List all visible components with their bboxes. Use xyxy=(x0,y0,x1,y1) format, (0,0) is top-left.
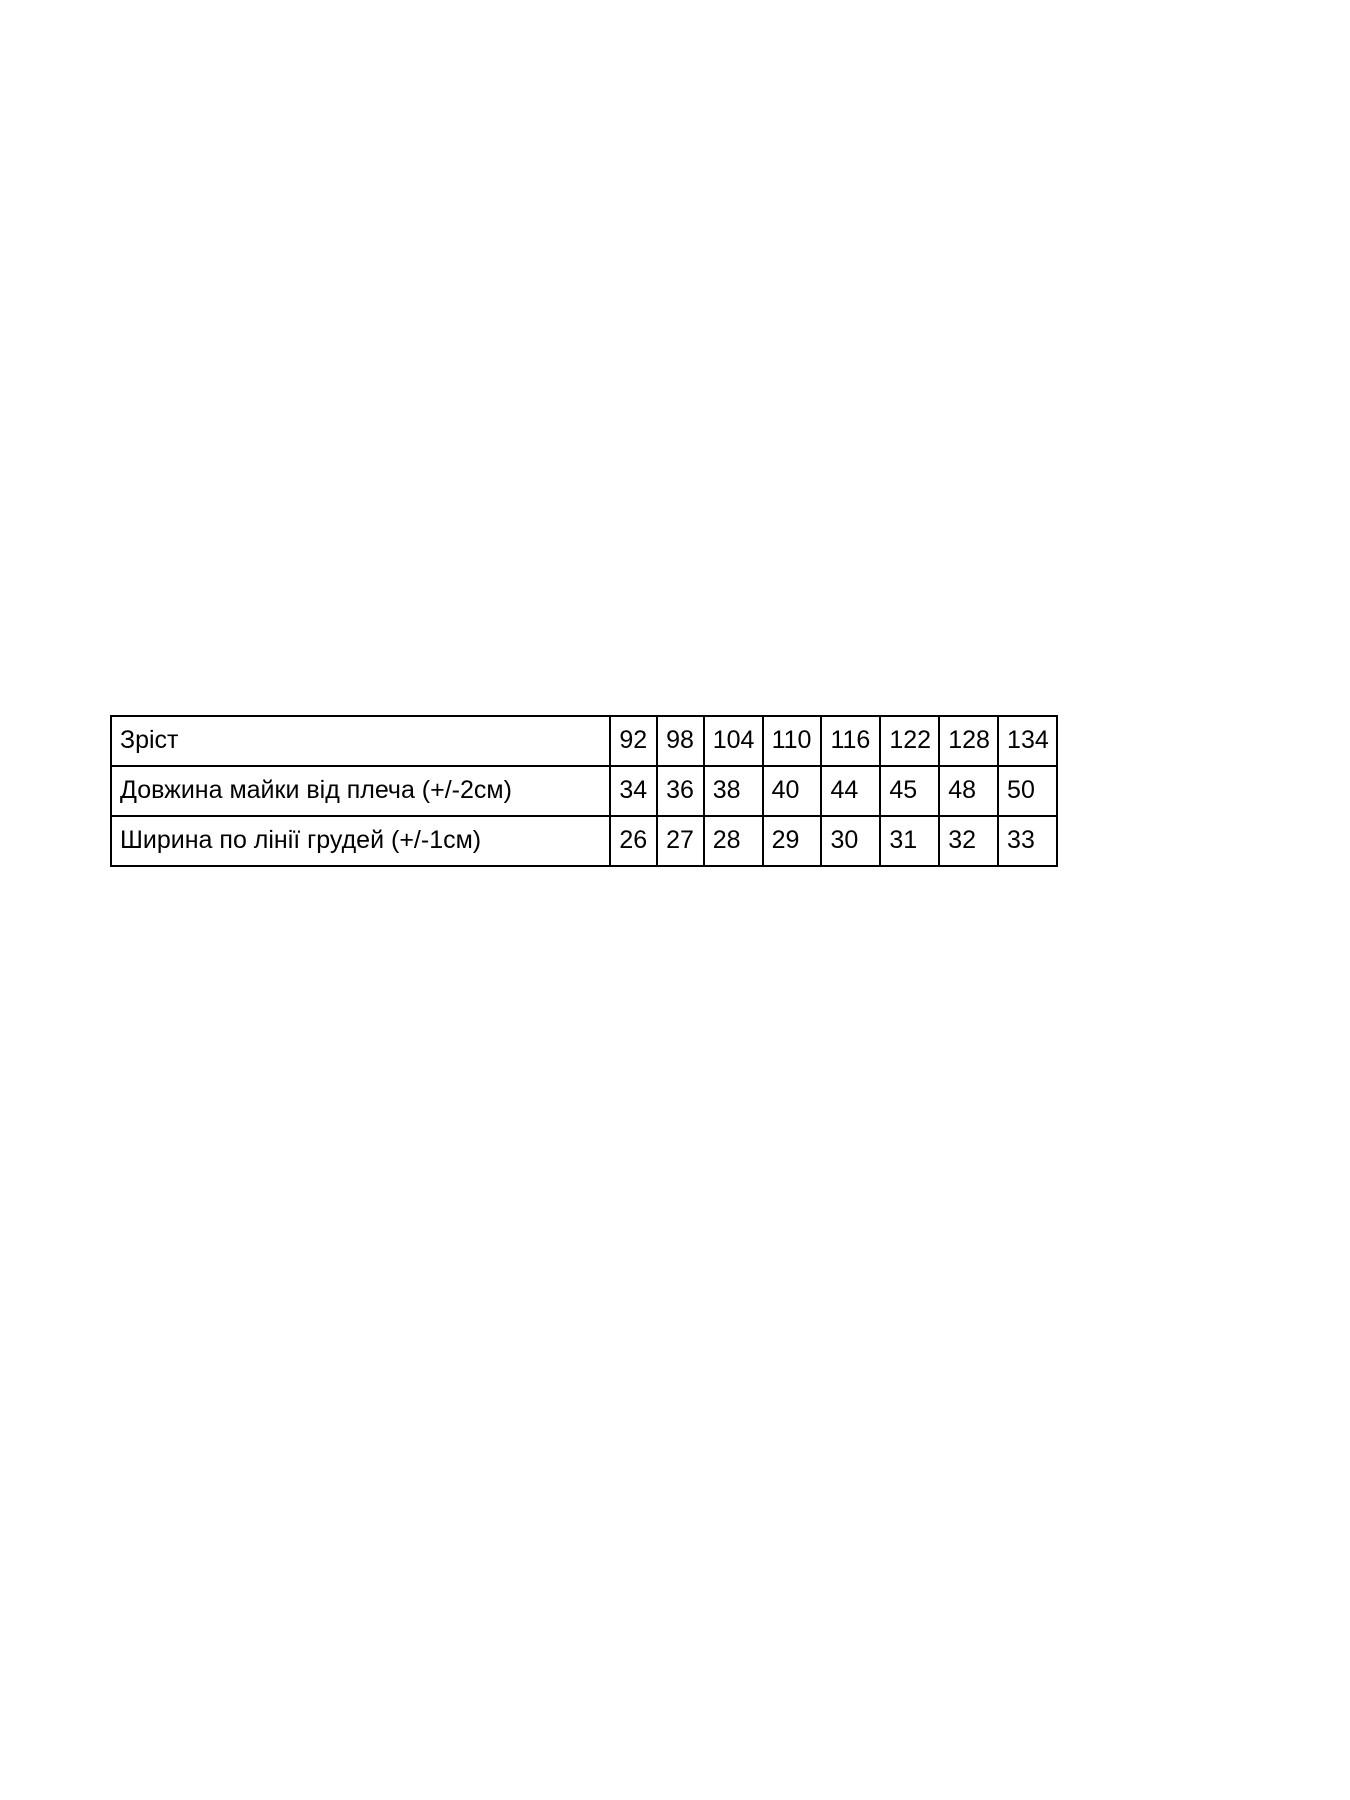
table-cell: 40 xyxy=(763,766,822,816)
table-cell: 45 xyxy=(880,766,939,816)
size-chart-table xyxy=(110,715,1058,867)
table-cell: 29 xyxy=(763,816,822,866)
table-cell: 116 xyxy=(821,716,880,766)
table-cell: 27 xyxy=(657,816,704,866)
row-label: Довжина майки від плеча (+/-2см) xyxy=(111,766,610,816)
table-cell: 28 xyxy=(704,816,763,866)
table-cell: 33 xyxy=(998,816,1057,866)
table-cell: 44 xyxy=(821,766,880,816)
row-label: Ширина по лінії грудей (+/-1см) xyxy=(111,816,610,866)
table-cell: 48 xyxy=(939,766,998,816)
table-cell: 26 xyxy=(610,816,657,866)
table-cell: 128 xyxy=(939,716,998,766)
table-cell: 98 xyxy=(657,716,704,766)
table-cell: 134 xyxy=(998,716,1057,766)
size-chart-container xyxy=(110,715,1058,867)
table-row xyxy=(111,716,1057,766)
table-cell: 110 xyxy=(763,716,822,766)
table-cell: 34 xyxy=(610,766,657,816)
table-row xyxy=(111,766,1057,816)
table-cell: 31 xyxy=(880,816,939,866)
table-cell: 30 xyxy=(821,816,880,866)
table-cell: 50 xyxy=(998,766,1057,816)
table-cell: 92 xyxy=(610,716,657,766)
table-cell: 104 xyxy=(704,716,763,766)
table-cell: 38 xyxy=(704,766,763,816)
row-label: Зріст xyxy=(111,716,610,766)
table-row xyxy=(111,816,1057,866)
table-cell: 122 xyxy=(880,716,939,766)
table-cell: 36 xyxy=(657,766,704,816)
table-cell: 32 xyxy=(939,816,998,866)
